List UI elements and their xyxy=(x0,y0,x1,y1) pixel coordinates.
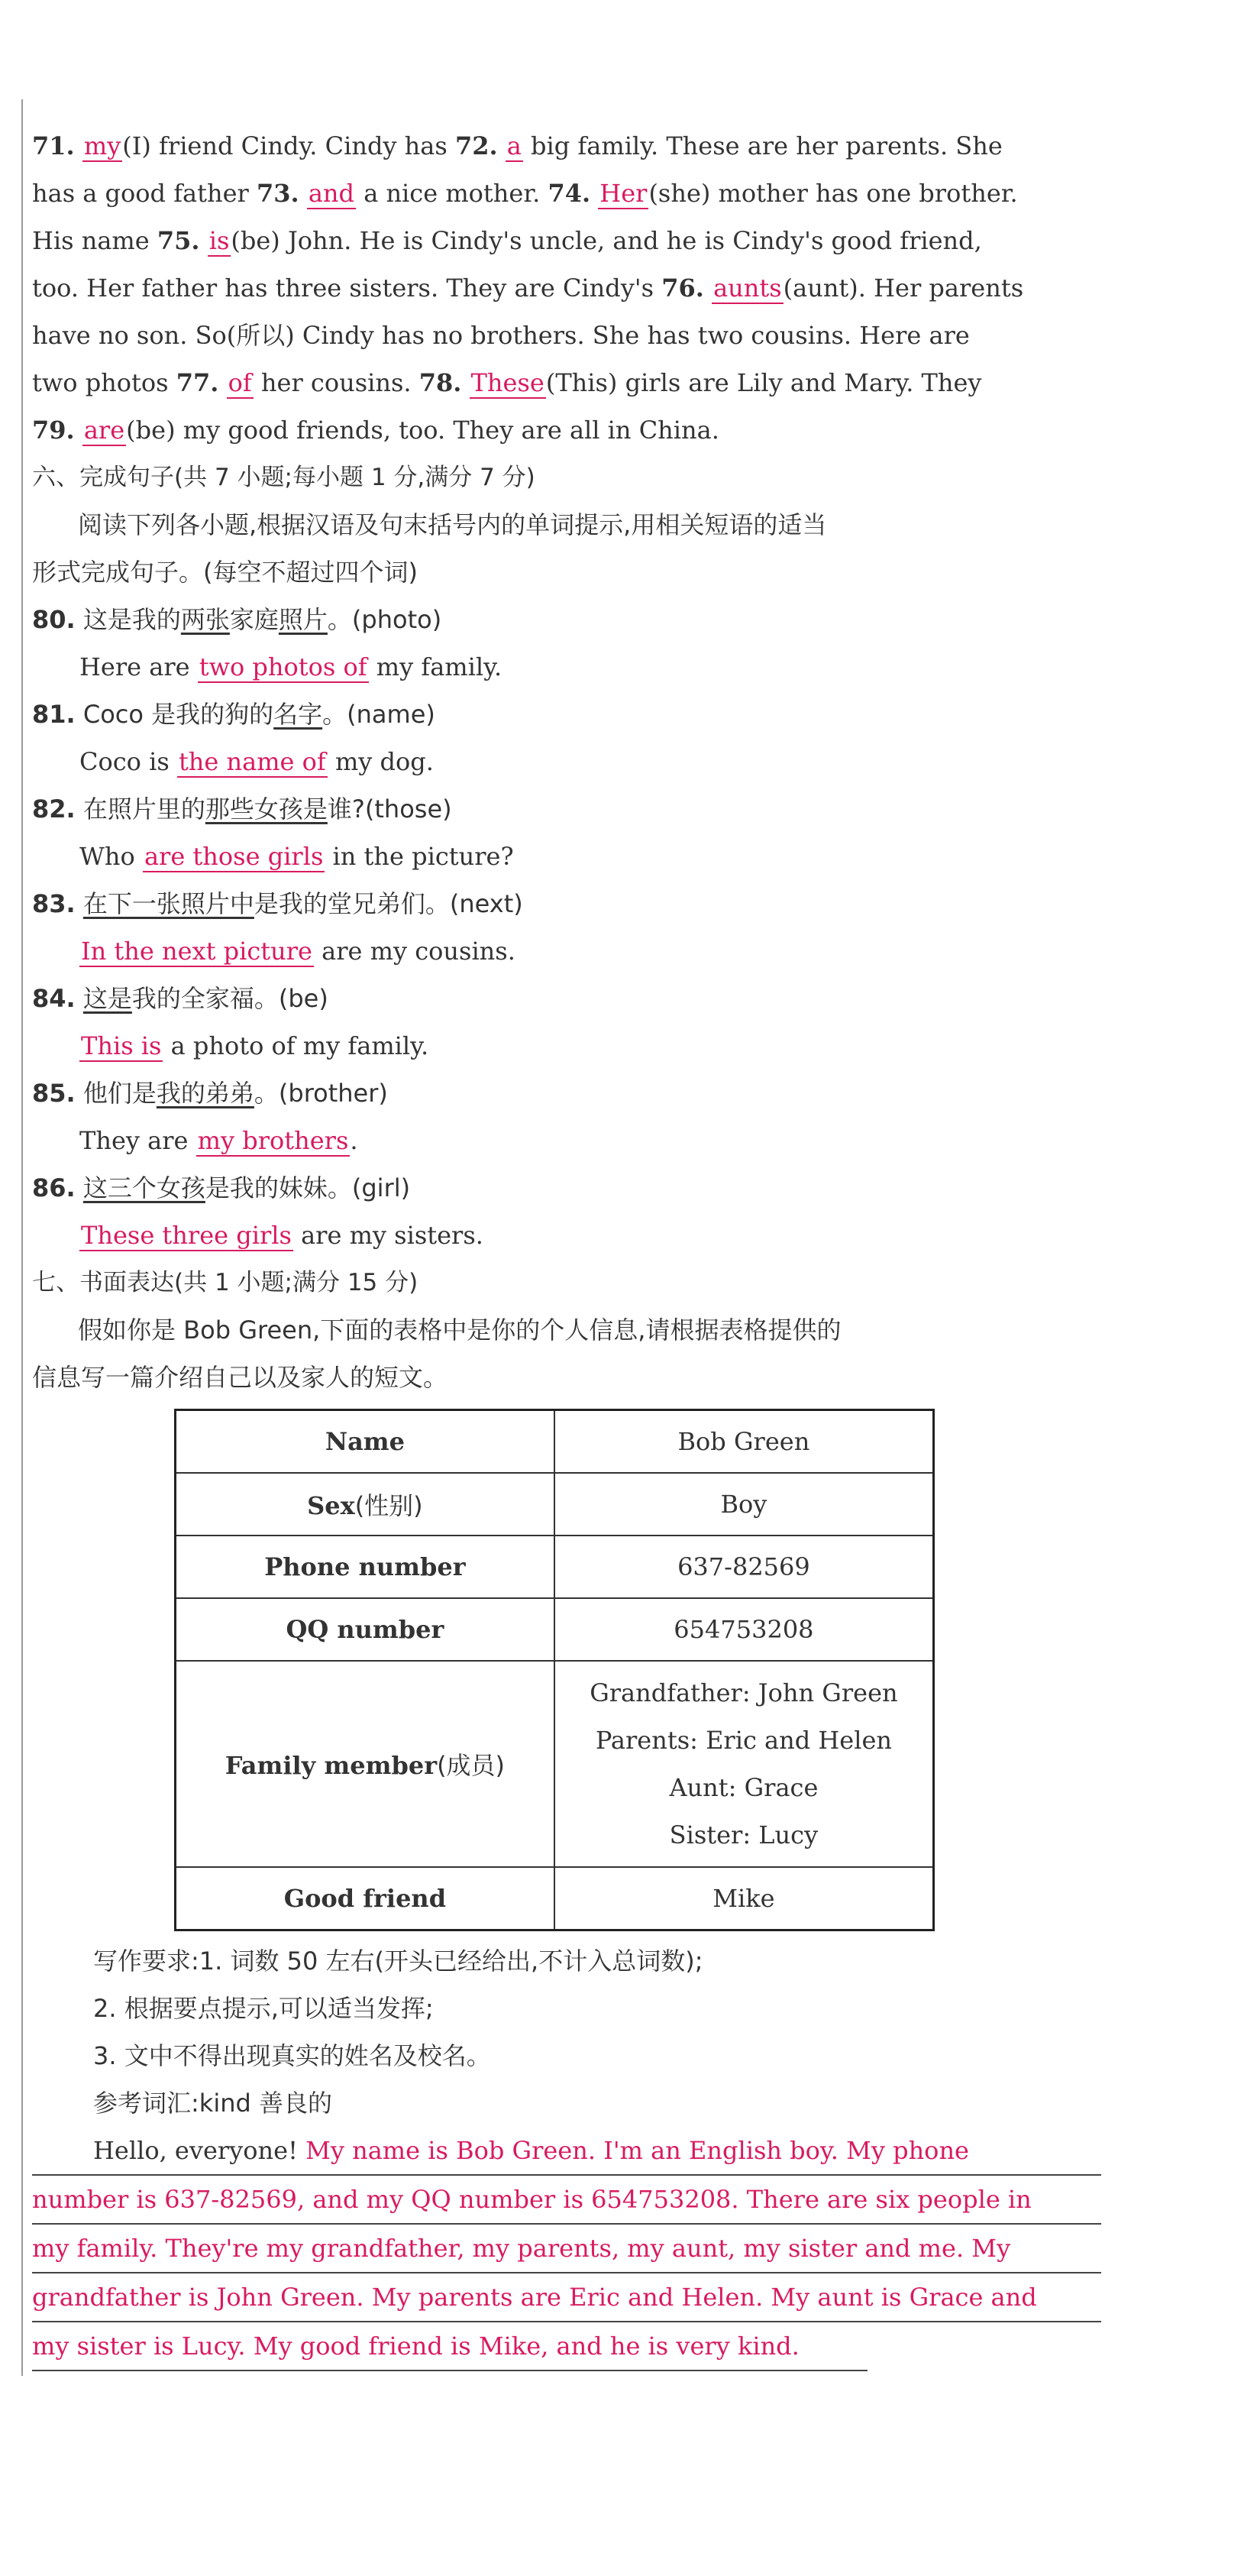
table-key: QQ number xyxy=(176,1598,554,1661)
question-number-76: 76. xyxy=(661,273,704,303)
prompt-text: 在照片里的 xyxy=(82,794,205,824)
writing-requirement-2: 2. 根据要点提示,可以适当发挥; xyxy=(93,1994,434,2023)
table-key xyxy=(176,1473,554,1536)
question-number-79: 79. xyxy=(32,416,75,445)
prompt-text: 。(name) xyxy=(322,700,435,729)
prompt-keyword: 这是 xyxy=(82,984,132,1013)
sentence-after: in the picture? xyxy=(325,842,514,871)
sentence-after: my dog. xyxy=(327,747,434,776)
passage-text: too. Her father has three sisters. They are Cindy's xyxy=(32,273,662,303)
sentence-before: Coco is xyxy=(79,747,177,776)
table-value: 637-82569 xyxy=(554,1536,934,1598)
question-number-71: 71. xyxy=(32,131,75,160)
table-key: Good friend xyxy=(176,1867,554,1930)
essay-line-2: number is 637-82569, and my QQ number is 654753208. There are six people in xyxy=(32,2176,1101,2225)
essay-line-5: my sister is Lucy. My good friend is Mike, and he is very kind. xyxy=(32,2322,868,2371)
table-key xyxy=(176,1661,554,1867)
prompt-keyword: 名字 xyxy=(273,700,323,729)
question-number: 86. xyxy=(32,1173,76,1202)
prompt-text: 他们是 xyxy=(82,1079,157,1108)
worksheet-page xyxy=(32,122,1101,2371)
question-86 xyxy=(32,1164,1101,1259)
question-number: 82. xyxy=(32,794,76,824)
question-84 xyxy=(32,975,1101,1070)
question-83 xyxy=(32,880,1101,975)
margin-rule xyxy=(21,99,23,2376)
prompt-text: 是我的妹妹。(girl) xyxy=(205,1173,411,1202)
question-81 xyxy=(32,691,1101,785)
question-number-78: 78. xyxy=(418,368,462,397)
passage-line-3 xyxy=(32,217,1101,264)
answer-86: These three girls xyxy=(81,1221,292,1250)
passage-line-7 xyxy=(32,406,1101,454)
table-key-en: Family member xyxy=(225,1751,438,1780)
prompt-text: 家庭 xyxy=(229,605,279,634)
table-value: 654753208 xyxy=(554,1598,934,1661)
passage-text: has a good father xyxy=(32,179,257,208)
passage-text: two photos xyxy=(32,368,176,397)
question-85 xyxy=(32,1070,1101,1164)
sentence-after: are my cousins. xyxy=(313,937,515,966)
prompt-text: 。(brother) xyxy=(254,1079,388,1108)
table-value xyxy=(554,1661,934,1867)
table-row xyxy=(176,1536,934,1598)
prompt-keyword: 两张 xyxy=(180,605,230,634)
section-6-instructions-cont: 形式完成句子。(每空不超过四个词) xyxy=(32,558,418,587)
passage-text: a nice mother. xyxy=(356,179,548,208)
passage-text: (be) John. He is Cindy's uncle, and he is Cindy's good friend, xyxy=(231,226,982,255)
essay-line-4: grandfather is John Green. My parents are Eric and Helen. My aunt is Grace and xyxy=(32,2273,1101,2322)
passage-line-4 xyxy=(32,264,1101,312)
answer-83: In the next picture xyxy=(81,937,312,966)
passage-line-5 xyxy=(32,312,1101,359)
passage-line-2 xyxy=(32,170,1101,217)
question-number-74: 74. xyxy=(548,179,591,208)
table-row xyxy=(176,1473,934,1536)
table-row xyxy=(176,1867,934,1930)
table-value: Bob Green xyxy=(554,1410,934,1474)
answer-73: and xyxy=(308,179,355,208)
answer-77: of xyxy=(228,368,252,397)
passage-text: (she) mother has one brother. xyxy=(648,179,1018,208)
answer-75: is xyxy=(208,226,230,255)
sentence-before: Who xyxy=(79,842,143,871)
answer-84: This is xyxy=(81,1031,162,1060)
table-value: Mike xyxy=(554,1867,934,1930)
table-row xyxy=(176,1410,934,1474)
sentence-before: Here are xyxy=(79,652,198,681)
passage-text: (aunt). Her parents xyxy=(783,273,1024,303)
prompt-keyword: 我的弟弟 xyxy=(156,1079,254,1108)
passage-text: (I) friend Cindy. Cindy has xyxy=(122,131,455,160)
question-number: 80. xyxy=(32,605,76,634)
sentence-after: . xyxy=(350,1126,358,1155)
prompt-keyword: 那些女孩是 xyxy=(205,794,328,824)
question-number-77: 77. xyxy=(176,368,219,397)
prompt-text: 这是我的 xyxy=(82,605,181,634)
prompt-text: 。(photo) xyxy=(327,605,442,634)
section-7-instructions: 假如你是 Bob Green,下面的表格中是你的个人信息,请根据表格提供的 xyxy=(78,1316,842,1345)
section-7-title: 七、书面表达(共 1 小题;满分 15 分) xyxy=(32,1269,418,1296)
sentence-after: my family. xyxy=(368,652,502,681)
answer-81: the name of xyxy=(178,747,326,776)
answer-71: my xyxy=(83,131,121,160)
answer-82: are those girls xyxy=(144,842,324,871)
question-number-72: 72. xyxy=(454,131,498,160)
section-6-instructions: 阅读下列各小题,根据汉语及句末括号内的单词提示,用相关短语的适当 xyxy=(78,510,827,539)
passage-text: big family. These are her parents. She xyxy=(522,131,1003,160)
essay-text: My name is Bob Green. I'm an English boy. My phone xyxy=(305,2136,969,2165)
sentence-before: They are xyxy=(79,1126,196,1155)
question-number: 81. xyxy=(32,700,76,729)
sentence-after: a photo of my family. xyxy=(163,1031,429,1060)
sample-essay xyxy=(32,2127,1101,2371)
writing-requirement-3: 3. 文中不得出现真实的姓名及校名。 xyxy=(93,2041,491,2070)
family-line: Aunt: Grace xyxy=(669,1773,819,1802)
table-key-cn: (成员) xyxy=(437,1751,506,1780)
family-line: Grandfather: John Green xyxy=(590,1678,898,1707)
table-row xyxy=(176,1598,934,1661)
table-value: Boy xyxy=(554,1473,934,1536)
table-key-cn: (性别) xyxy=(354,1491,423,1520)
section-6-title: 六、完成句子(共 7 小题;每小题 1 分,满分 7 分) xyxy=(32,464,535,491)
passage-text: have no son. So(所以) Cindy has no brothers. She has two cousins. Here are xyxy=(32,321,970,350)
question-number-73: 73. xyxy=(257,179,299,208)
prompt-keyword: 在下一张照片中 xyxy=(82,889,254,918)
prompt-text: 我的全家福。(be) xyxy=(131,984,328,1013)
question-number: 84. xyxy=(32,984,76,1013)
table-key-en: Sex xyxy=(307,1491,355,1520)
writing-requirement-1: 写作要求:1. 词数 50 左右(开头已经给出,不计入总词数); xyxy=(93,1947,703,1976)
question-number: 85. xyxy=(32,1079,76,1108)
table-key: Name xyxy=(176,1410,554,1474)
personal-info-table xyxy=(174,1409,935,1931)
answer-85: my brothers xyxy=(197,1126,349,1155)
essay-opening: Hello, everyone! xyxy=(93,2136,306,2165)
answer-80: two photos of xyxy=(199,652,367,681)
reference-vocabulary: 参考词汇:kind 善良的 xyxy=(93,2089,332,2118)
passage-text: His name xyxy=(32,226,157,255)
essay-line-1 xyxy=(32,2127,1101,2176)
prompt-text: 谁?(those) xyxy=(327,794,452,824)
answer-74: Her xyxy=(599,179,648,208)
prompt-text: 是我的堂兄弟们。(next) xyxy=(254,889,523,918)
passage-text: (be) my good friends, too. They are all in China. xyxy=(126,416,719,445)
passage-text: her cousins. xyxy=(253,368,419,397)
answer-78: These xyxy=(470,368,544,397)
passage-line-6 xyxy=(32,359,1101,406)
table-row xyxy=(176,1661,934,1867)
question-number-75: 75. xyxy=(157,226,200,255)
family-line: Parents: Eric and Helen xyxy=(595,1726,893,1755)
answer-79: are xyxy=(83,416,125,445)
passage-text: (This) girls are Lily and Mary. They xyxy=(545,368,982,397)
prompt-keyword: 这三个女孩 xyxy=(82,1173,205,1202)
answer-76: aunts xyxy=(713,273,782,303)
family-line: Sister: Lucy xyxy=(669,1820,819,1849)
cloze-passage xyxy=(32,122,1101,454)
question-number: 83. xyxy=(32,889,76,918)
question-82 xyxy=(32,785,1101,880)
essay-line-3: my family. They're my grandfather, my parents, my aunt, my sister and me. My xyxy=(32,2225,1101,2273)
passage-line-1 xyxy=(32,122,1101,170)
section-7-instructions-cont: 信息写一篇介绍自己以及家人的短文。 xyxy=(32,1363,448,1392)
sentence-after: are my sisters. xyxy=(292,1221,483,1250)
question-80 xyxy=(32,596,1101,691)
table-key: Phone number xyxy=(176,1536,554,1598)
prompt-keyword: 照片 xyxy=(278,605,328,634)
prompt-text: Coco 是我的狗的 xyxy=(82,700,274,729)
answer-72: a xyxy=(506,131,522,160)
